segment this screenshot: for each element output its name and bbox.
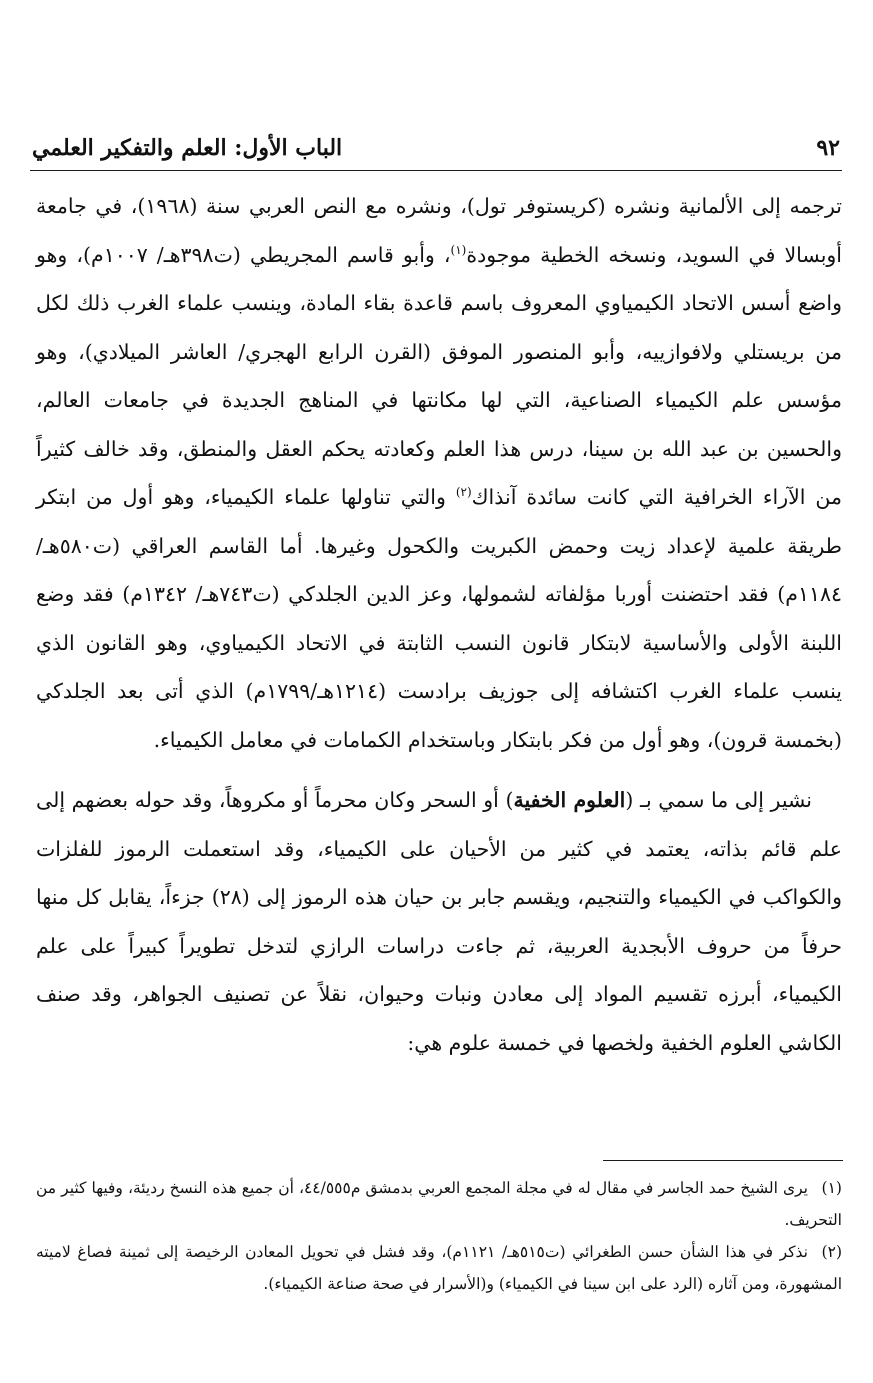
paragraph-1-part-c: والتي تناولها علماء الكيمياء، وهو أول من ابتكر طريقة علمية لإعداد زيت وحمض الكبريت والكحول وغيرها. أما القاسم العراقي (ت٥٨٠هـ/ ١١٨٤م) فقد احتضنت أوربا مؤلفاته لشمولها، وعز الدين الجلدكي (ت٧٤٣هـ/ ١٣٤٢م) فقد وضع اللبنة الأولى والأساسية لابتكار قانون النسب الثابتة في الاتحاد الكيمياوي، وهو القانون الذي ينسب علماء الغرب اكتشافه إلى جوزيف برادست (١٢١٤هـ/١٧٩٩م) الذي أتى بعد الجلدكي (بخمسة قرون)، وهو أول من فكر بابتكار وباستخدام الكمامات في معامل الكيمياء.: [36, 485, 842, 752]
running-header: [32, 128, 840, 168]
footnote-ref-2[interactable]: (٢): [455, 485, 472, 500]
footnote-2-text: نذكر في هذا الشأن حسن الطغرائي (ت٥١٥هـ/ ١١٢١م)، وقد فشل في تحويل المعادن الرخيصة إلى ثمينة فصاغ لاميته المشهورة، ومن آثاره (الرد على ابن سينا في الكيمياء) و(الأسرار في صحة صناعة الكيمياء).: [36, 1243, 842, 1293]
footnote-ref-1[interactable]: (١): [450, 242, 467, 257]
paragraph-1-part-b: ، وأبو قاسم المجريطي (ت٣٩٨هـ/ ١٠٠٧م)، وهو واضع أسس الاتحاد الكيمياوي المعروف باسم قاعدة بقاء المادة، وينسب علماء الغرب ذلك لكل من بريستلي ولافوازييه، وأبو المنصور الموفق (القرن الرابع الهجري/ العاشر الميلادي)، وهو مؤسس علم الكيمياء الصناعية، التي لها مكانتها في المناهج الجديدة في جامعات العالم، والحسين بن عبد الله بن سينا، درس هذا العلم وكعادته يحكم العقل والمنطق، وقد خالف كثيراً من الآراء الخرافية التي كانت سائدة آنذاك: [36, 242, 842, 509]
footnote-2: [36, 1236, 842, 1300]
footnote-divider: [603, 1160, 843, 1161]
paragraph-1: [36, 182, 842, 764]
paragraph-2-part-a: نشير إلى ما سمي بـ (: [625, 788, 812, 812]
paragraph-1-part-a: ترجمه إلى الألمانية ونشره (كريستوفر تول)، ونشره مع النص العربي سنة (١٩٦٨)، في جامعة أوبسالا في السويد، ونسخه الخطية موجودة: [36, 194, 842, 267]
paragraph-2-part-b: ) أو السحر وكان محرماً أو مكروهاً، وقد حوله بعضهم إلى علم قائم بذاته، يعتمد في كثير من الأحيان على الكيمياء، وقد استعملت الرموز للفلزات والكواكب في الكيمياء والتنجيم، ويقسم جابر بن حيان هذه الرموز إلى (٢٨) جزءاً، يقابل كل منها حرفاً من حروف الأبجدية العربية، ثم جاءت دراسات الرازي لتدخل تطويراً كبيراً على علم الكيمياء، أبرزه تقسيم المواد إلى معادن ونبات وحيوان، نقلاً عن تصنيف الجواهر، وقد صنف الكاشي العلوم الخفية ولخصها في خمسة علوم هي:: [36, 788, 842, 1055]
chapter-title: الباب الأول: العلم والتفكير العلمي: [32, 135, 343, 161]
footnote-1-text: يرى الشيخ حمد الجاسر في مقال له في مجلة المجمع العربي بدمشق م٤٤/٥٥٥، أن جميع هذه النسخ رديئة، وفيها كثير من التحريف.: [36, 1179, 842, 1229]
page-number: ٩٢: [816, 135, 840, 161]
paragraph-2: [36, 776, 842, 1067]
footnotes: [36, 1172, 842, 1300]
header-divider: [30, 170, 842, 171]
footnote-1: [36, 1172, 842, 1236]
main-text: [36, 182, 842, 1067]
bold-term-hidden-sciences: العلوم الخفية: [513, 788, 626, 812]
footnote-2-number: (٢): [821, 1243, 842, 1261]
footnote-1-number: (١): [821, 1179, 842, 1197]
